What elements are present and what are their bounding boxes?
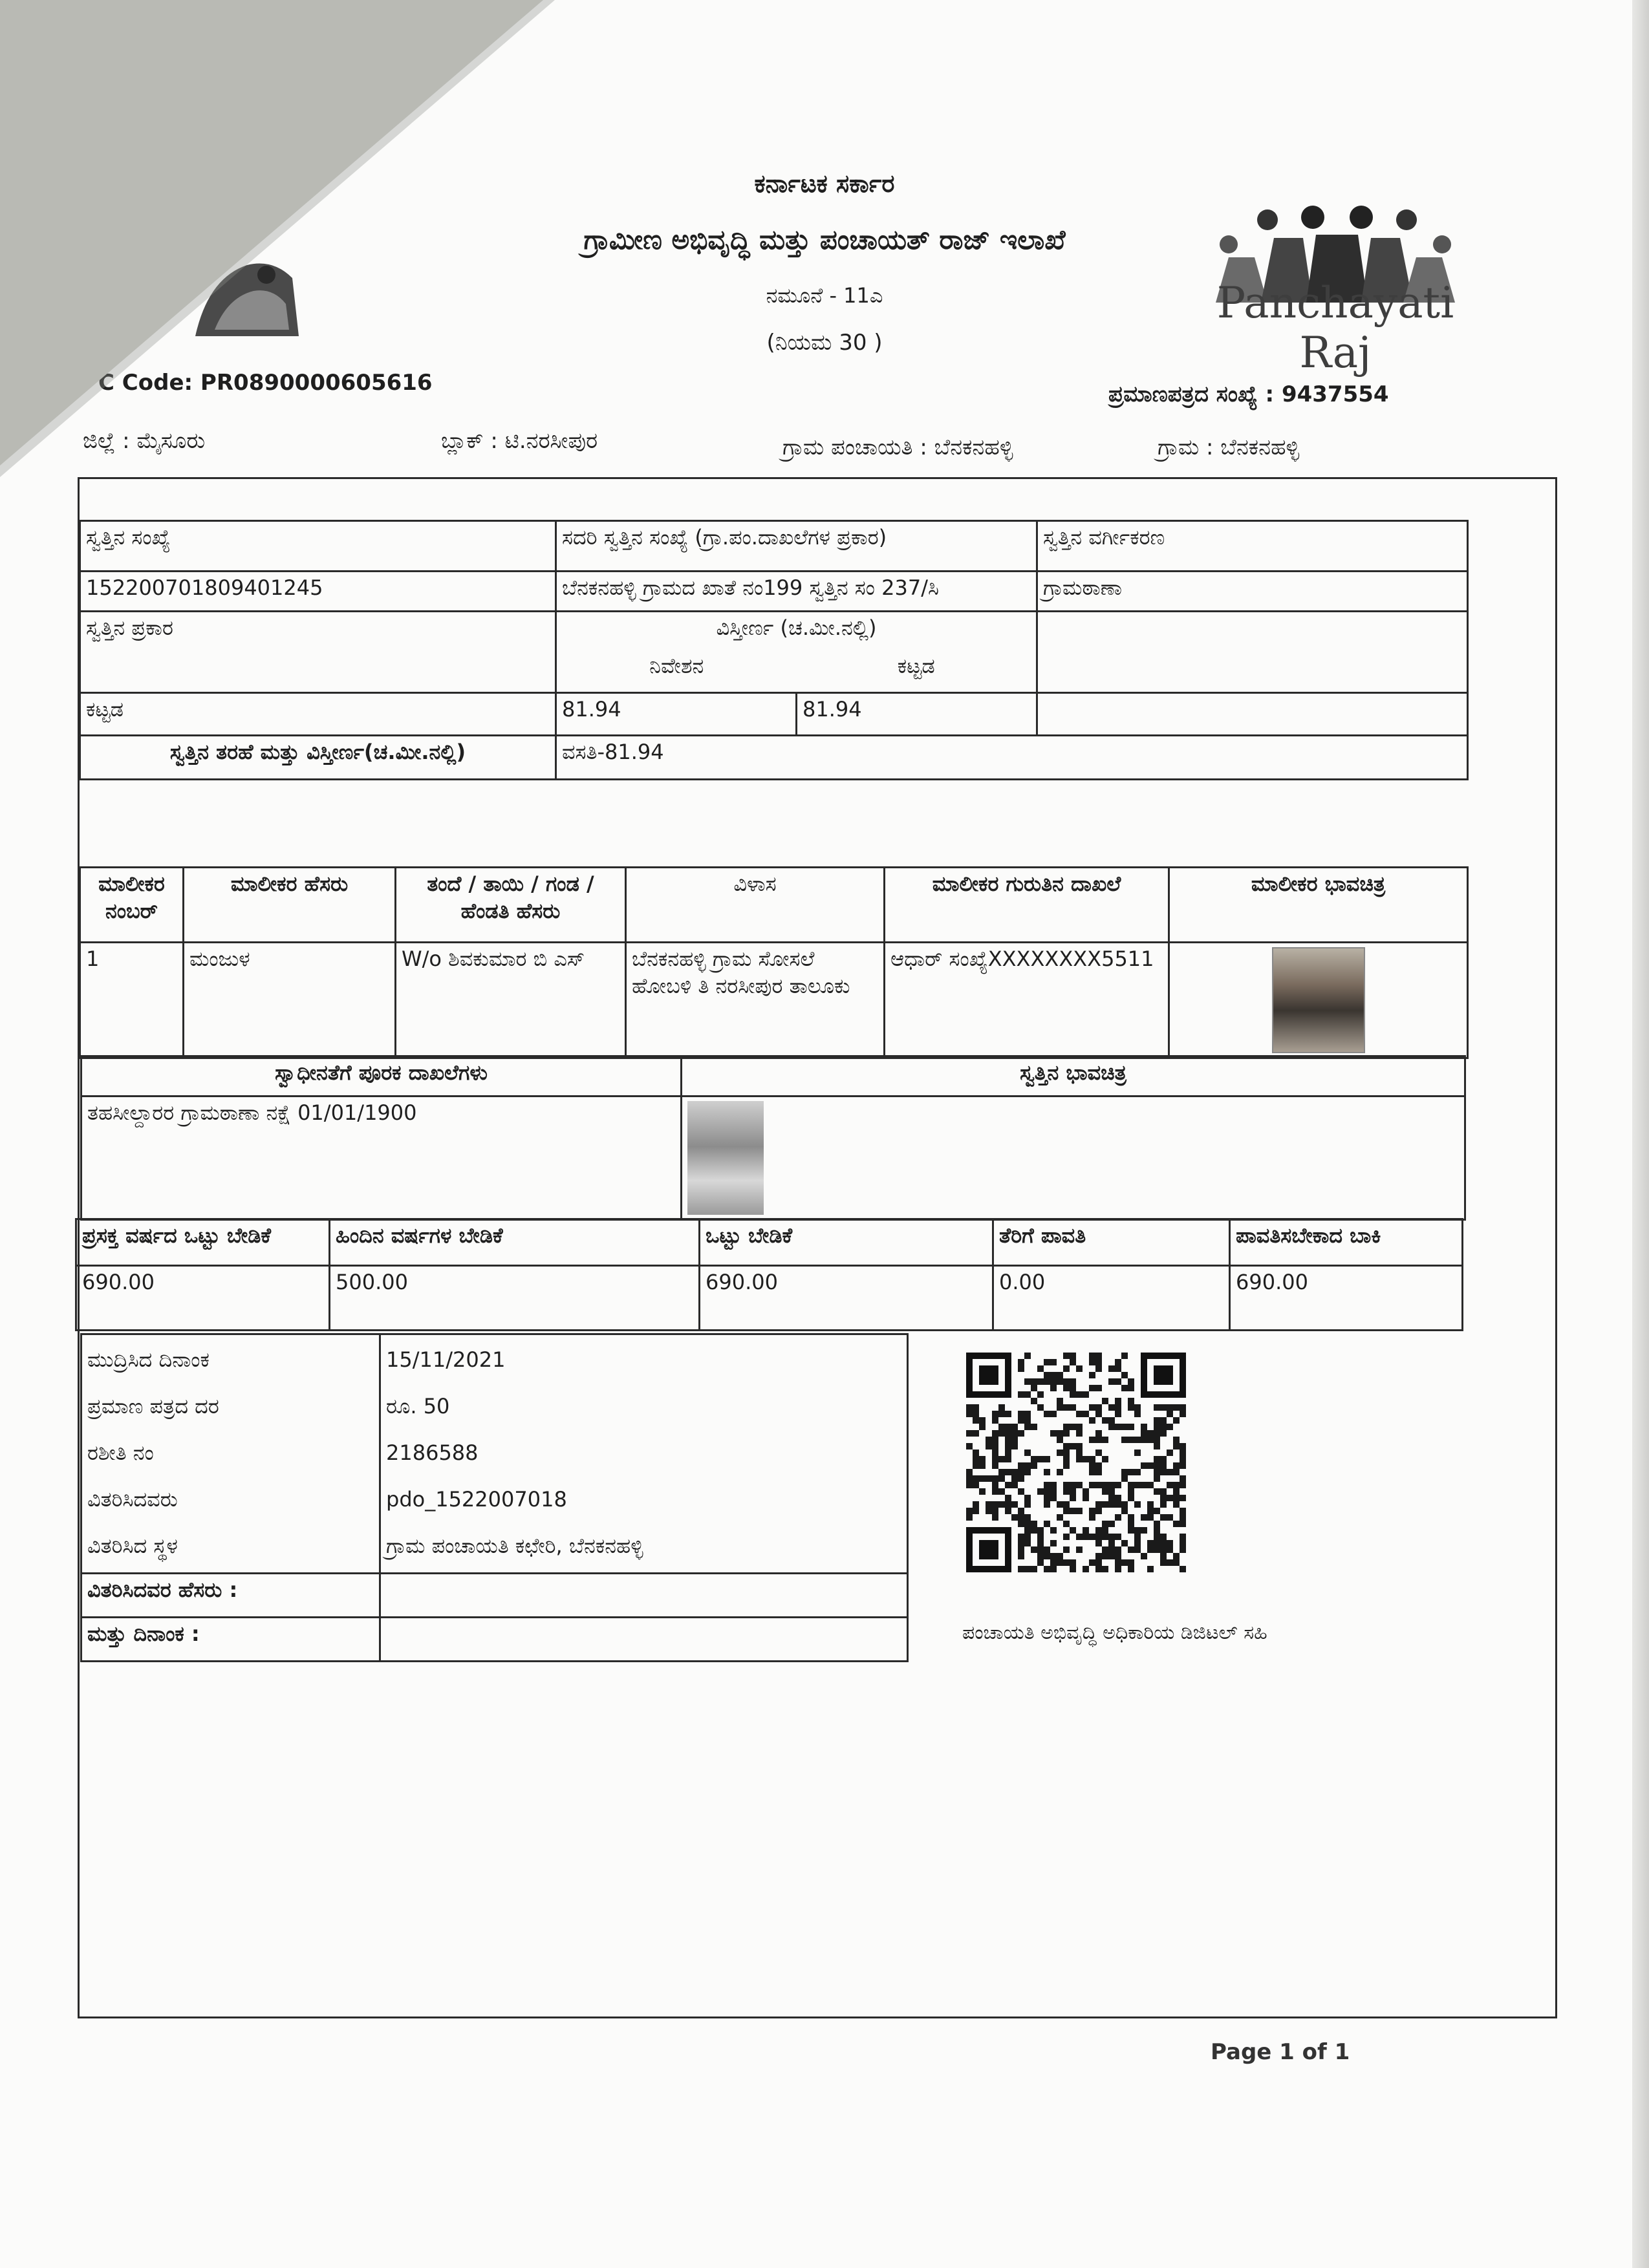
issued-by: pdo_1522007018 xyxy=(386,1487,567,1512)
issue-date-label: ಮತ್ತು ದಿನಾಂಕ : xyxy=(81,1618,380,1662)
owner-photo-cell xyxy=(1169,943,1468,1058)
empty-cell xyxy=(1037,612,1468,693)
gram-panchayat: ಗ್ರಾಮ ಪಂಚಾಯತಿ : ಬೆನಕನಹಳ್ಳಿ xyxy=(782,434,1013,460)
block: ಬ್ಲಾಕ್ : ಟಿ.ನರಸೀಪುರ xyxy=(441,428,598,454)
owner-number-header: ಮಾಲೀಕರ ನಂಬರ್ xyxy=(80,868,184,943)
property-number-gp-header: ಸದರಿ ಸ್ವತ್ತಿನ ಸಂಖ್ಯೆ (ಗ್ರಾ.ಪಂ.ದಾಖಲೆಗಳ ಪ್ರಕಾರ) xyxy=(556,521,1037,572)
dept-title: ಗ್ರಾಮೀಣ ಅಭಿವೃದ್ಧಿ ಮತ್ತು ಪಂಚಾಯತ್ ರಾಜ್ ಇಲಾಖೆ xyxy=(583,224,1066,255)
previous-demand-header: ಹಿಂದಿನ ವರ್ಷಗಳ ಬೇಡಿಕೆ xyxy=(330,1219,700,1266)
certificate-fee-label: ಪ್ರಮಾಣ ಪತ್ರದ ದರ xyxy=(87,1394,219,1418)
previous-demand: 500.00 xyxy=(330,1266,700,1331)
building-area: 81.94 xyxy=(797,693,1037,736)
documents: ತಹಸೀಲ್ದಾರರ ಗ್ರಾಮಠಾಣಾ ನಕ್ಷೆ 01/01/1900 xyxy=(81,1097,682,1220)
rule-number: (ನಿಯಮ 30 ) xyxy=(766,330,883,356)
tax-table xyxy=(75,1218,1463,1331)
digital-signature-label: ಪಂಚಾಯತಿ ಅಭಿವೃದ್ಧಿ ಅಧಿಕಾರಿಯ ಡಿಜಿಟಲ್ ಸಹಿ xyxy=(962,1621,1267,1644)
property-kind-header: ಸ್ವತ್ತಿನ ತರಹೆ ಮತ್ತು ವಿಸ್ತೀರ್ಣ(ಚ.ಮೀ.ನಲ್ಲಿ) xyxy=(80,736,556,780)
current-demand: 690.00 xyxy=(76,1266,330,1331)
owner-table xyxy=(79,866,1469,1059)
documents-table xyxy=(80,1055,1466,1221)
property-photo-header: ಸ್ವತ್ತಿನ ಭಾವಚಿತ್ರ xyxy=(682,1056,1465,1097)
total-demand: 690.00 xyxy=(700,1266,993,1331)
certificate-number: ಪ್ರಮಾಣಪತ್ರದ ಸಂಖ್ಯೆ : 9437554 xyxy=(1108,381,1389,407)
owner-id: ಆಧಾರ್ ಸಂಖ್ಯೆXXXXXXXX5511 xyxy=(885,943,1169,1058)
owner-photo xyxy=(1272,947,1365,1053)
issue-date xyxy=(380,1618,908,1662)
owner-relation-header: ತಂದೆ / ತಾಯಿ / ಗಂಡ / ಹೆಂಡತಿ ಹೆಸರು xyxy=(396,868,626,943)
total-demand-header: ಒಟ್ಟು ಬೇಡಿಕೆ xyxy=(700,1219,993,1266)
logo-text: Panchayati Raj xyxy=(1216,278,1454,378)
current-demand-header: ಪ್ರಸಕ್ತ ವರ್ಷದ ಒಟ್ಟು ಬೇಡಿಕೆ xyxy=(76,1219,330,1266)
govt-title: ಕರ್ನಾಟಕ ಸರ್ಕಾರ xyxy=(754,169,895,198)
site-area: 81.94 xyxy=(556,693,797,736)
owner-id-header: ಮಾಲೀಕರ ಗುರುತಿನ ದಾಖಲೆ xyxy=(885,868,1169,943)
property-photo-cell xyxy=(682,1097,1465,1220)
documents-header: ಸ್ವಾಧೀನತೆಗೆ ಪೂರಕ ದಾಖಲೆಗಳು xyxy=(81,1056,682,1097)
printed-date: 15/11/2021 xyxy=(386,1347,506,1372)
balance-due: 690.00 xyxy=(1230,1266,1463,1331)
page-edge xyxy=(1632,0,1649,2268)
receipt-number-label: ರಶೀತಿ ನಂ xyxy=(87,1440,154,1465)
page-fold xyxy=(0,0,543,465)
balance-due-header: ಪಾವತಿಸಬೇಕಾದ ಬಾಕಿ xyxy=(1230,1219,1463,1266)
issue-place: ಗ್ರಾಮ ಪಂಚಾಯತಿ ಕಛೇರಿ, ಬೆನಕನಹಳ್ಳಿ xyxy=(386,1534,643,1558)
area-header: ವಿಸ್ತೀರ್ಣ (ಚ.ಮೀ.ನಲ್ಲಿ) xyxy=(556,612,1037,650)
owner-number: 1 xyxy=(80,943,184,1058)
property-class: ಗ್ರಾಮಠಾಣಾ xyxy=(1037,572,1468,612)
form-number: ನಮೂನೆ - 11ಎ xyxy=(766,283,883,308)
property-number-header: ಸ್ವತ್ತಿನ ಸಂಖ್ಯೆ xyxy=(80,521,556,572)
empty-cell xyxy=(1037,693,1468,736)
building-area-header: ಕಟ್ಟಡ xyxy=(797,650,1037,693)
property-number: 152200701809401245 xyxy=(80,572,556,612)
property-number-gp: ಬೆನಕನಹಳ್ಳಿ ಗ್ರಾಮದ ಖಾತೆ ನಂ199 ಸ್ವತ್ತಿನ ಸಂ 237/ಸಿ xyxy=(556,572,1037,612)
owner-name: ಮಂಜುಳ xyxy=(184,943,396,1058)
property-class-header: ಸ್ವತ್ತಿನ ವರ್ಗೀಕರಣ xyxy=(1037,521,1468,572)
page-number: Page 1 of 1 xyxy=(1211,2039,1350,2065)
issue-table xyxy=(80,1333,909,1662)
tax-paid-header: ತೆರಿಗೆ ಪಾವತಿ xyxy=(993,1219,1230,1266)
issue-labels xyxy=(81,1334,380,1574)
tax-paid: 0.00 xyxy=(993,1266,1230,1331)
village: ಗ್ರಾಮ : ಬೆನಕನಹಳ್ಳಿ xyxy=(1158,434,1300,460)
property-photo xyxy=(687,1101,764,1215)
qr-code-icon xyxy=(966,1353,1186,1572)
issuer-name-label: ವಿತರಿಸಿದವರ ಹೆಸರು : xyxy=(81,1574,380,1618)
owner-address: ಬೆನಕನಹಳ್ಳಿ ಗ್ರಾಮ ಸೋಸಲೆ ಹೋಬಳಿ ತಿ ನರಸೀಪುರ ತಾಲೂಕು xyxy=(626,943,885,1058)
issued-by-label: ವಿತರಿಸಿದವರು xyxy=(87,1487,178,1512)
address-header: ವಿಳಾಸ xyxy=(626,868,885,943)
property-table xyxy=(79,520,1469,780)
code-line: C Code: PR0890000605616 xyxy=(98,370,433,396)
receipt-number: 2186588 xyxy=(386,1440,479,1465)
issuer-name xyxy=(380,1574,908,1618)
property-type-header: ಸ್ವತ್ತಿನ ಪ್ರಕಾರ xyxy=(80,612,556,693)
issue-values xyxy=(380,1334,908,1574)
owner-name-header: ಮಾಲೀಕರ ಹೆಸರು xyxy=(184,868,396,943)
site-area-header: ನಿವೇಶನ xyxy=(556,650,797,693)
issue-place-label: ವಿತರಿಸಿದ ಸ್ಥಳ xyxy=(87,1534,178,1558)
owner-photo-header: ಮಾಲೀಕರ ಭಾವಚಿತ್ರ xyxy=(1169,868,1468,943)
property-kind: ವಸತಿ-81.94 xyxy=(556,736,1468,780)
certificate-fee: ರೂ. 50 xyxy=(386,1394,450,1418)
printed-date-label: ಮುದ್ರಿಸಿದ ದಿನಾಂಕ xyxy=(87,1347,210,1372)
owner-relation: W/o ಶಿವಕುಮಾರ ಬಿ ಎಸ್ xyxy=(396,943,626,1058)
property-type: ಕಟ್ಟಡ xyxy=(80,693,556,736)
district: ಜಿಲ್ಲೆ : ಮೈಸೂರು xyxy=(83,428,206,454)
